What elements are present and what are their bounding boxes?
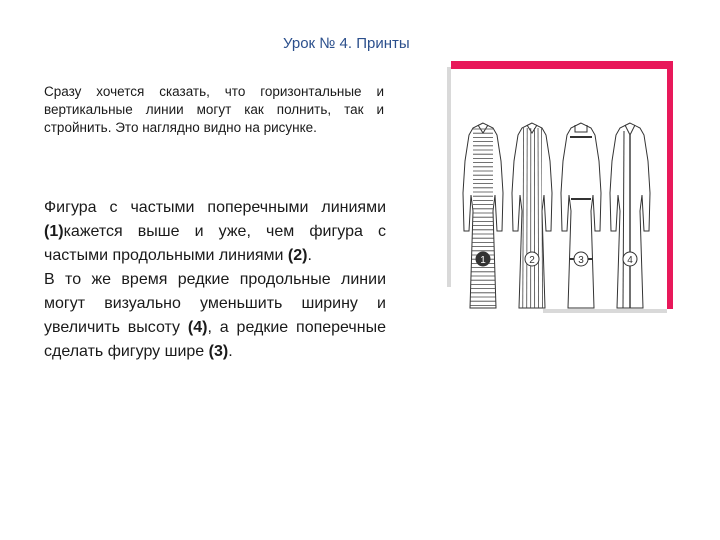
p1-ref-1: (1) <box>44 223 64 240</box>
dress-number-label <box>525 252 539 266</box>
svg-text:4: 4 <box>627 255 633 266</box>
dress-number-label <box>574 252 588 266</box>
main-text <box>44 196 386 364</box>
svg-text:2: 2 <box>529 255 535 266</box>
p1-text-b: кажется выше и уже, чем фигура с частыми продольными линиями <box>44 223 386 264</box>
p2-text-a: В то же время редкие продольные линии могут визуально уменьшить ширину и увеличить высоту <box>44 271 386 336</box>
p1-text-a: Фигура с частыми поперечными линиями <box>44 199 386 216</box>
p2-ref-1: (4) <box>187 319 208 336</box>
dress-number-label <box>476 252 490 266</box>
p1-ref-2: (2) <box>287 247 308 264</box>
dress-number-label <box>623 252 637 266</box>
paragraph-1 <box>44 196 386 268</box>
intro-paragraph: Сразу хочется сказать, что горизонтальные и вертикальные линии могут как полнить, так и стройнить. Это наглядно видно на рисунке. <box>44 84 384 135</box>
svg-text:3: 3 <box>578 255 584 266</box>
svg-text:1: 1 <box>480 255 486 266</box>
paragraph-2 <box>44 268 386 364</box>
dress-figure <box>447 61 673 313</box>
p2-text-b: , а редкие поперечные сделать фигуру шире <box>44 319 386 360</box>
p2-text-c: . <box>228 343 233 360</box>
p1-text-c: . <box>307 247 312 264</box>
p2-ref-2: (3) <box>208 343 229 360</box>
slide-title: Урок № 4. Принты <box>283 35 410 52</box>
